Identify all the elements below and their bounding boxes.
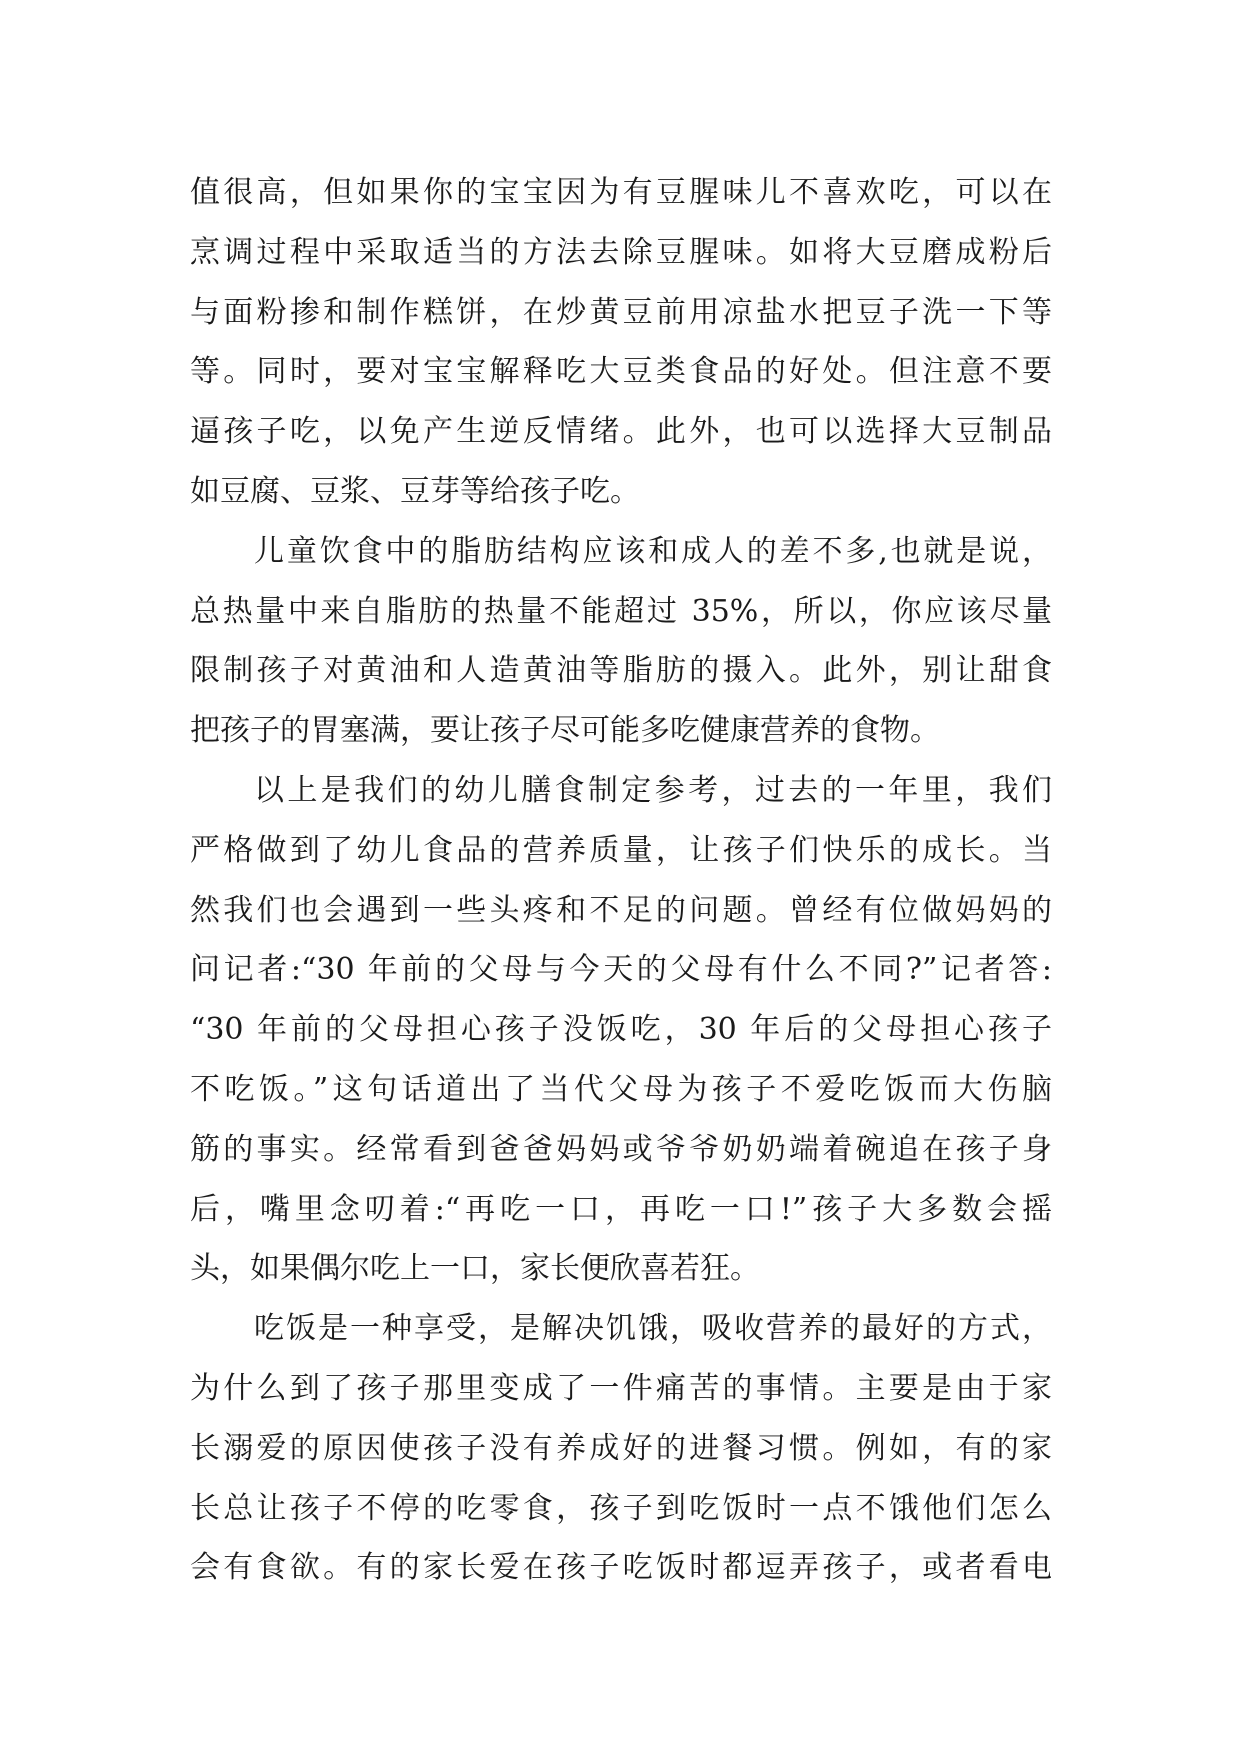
- text-line: 不吃饭。”这句话道出了当代父母为孩子不爱吃饭而大伤脑: [190, 1071, 1052, 1107]
- paragraph-soy: [190, 163, 1052, 522]
- text-line: 烹调过程中采取适当的方法去除豆腥味。如将大豆磨成粉后: [190, 234, 1052, 270]
- paragraph-summary: [190, 761, 1052, 1299]
- text-line: 会有食欲。有的家长爱在孩子吃饭时都逗弄孩子，或者看电: [190, 1550, 1052, 1586]
- text-line: “30 年前的父母担心孩子没饭吃，30 年后的父母担心孩子: [190, 1012, 1052, 1048]
- text-line: 值很高，但如果你的宝宝因为有豆腥味儿不喜欢吃，可以在: [190, 175, 1052, 210]
- text-line: 长溺爱的原因使孩子没有养成好的进餐习惯。例如，有的家: [190, 1430, 1052, 1466]
- text-line: 以上是我们的幼儿膳食制定参考，过去的一年里，我们: [254, 772, 1052, 808]
- text-line: 问记者:“30 年前的父母与今天的父母有什么不同?”记者答:: [190, 952, 1052, 988]
- paragraph-eating: [190, 1299, 1052, 1598]
- text-line: 等。同时，要对宝宝解释吃大豆类食品的好处。但注意不要: [190, 354, 1052, 390]
- text-line: 吃饭是一种享受，是解决饥饿，吸收营养的最好的方式，: [254, 1311, 1052, 1347]
- text-line: 然我们也会遇到一些头疼和不足的问题。曾经有位做妈妈的: [190, 892, 1052, 928]
- text-line: 长总让孩子不停的吃零食，孩子到吃饭时一点不饿他们怎么: [190, 1490, 1052, 1526]
- text-line: 限制孩子对黄油和人造黄油等脂肪的摄入。此外，别让甜食: [190, 653, 1052, 689]
- text-line: 严格做到了幼儿食品的营养质量，让孩子们快乐的成长。当: [190, 832, 1052, 868]
- text-line: 后，嘴里念叨着:“再吃一口，再吃一口!”孩子大多数会摇: [190, 1191, 1052, 1227]
- document-body: [190, 163, 1052, 1598]
- text-line: 与面粉掺和制作糕饼，在炒黄豆前用凉盐水把豆子洗一下等: [190, 294, 1052, 330]
- text-line: 把孩子的胃塞满，要让孩子尽可能多吃健康营养的食物。: [190, 713, 940, 749]
- text-line: 如豆腐、豆浆、豆芽等给孩子吃。: [190, 473, 640, 509]
- text-line: 筋的事实。经常看到爸爸妈妈或爷爷奶奶端着碗追在孩子身: [190, 1131, 1052, 1167]
- text-line: 总热量中来自脂肪的热量不能超过 35%，所以，你应该尽量: [190, 593, 1052, 629]
- text-line: 逼孩子吃，以免产生逆反情绪。此外，也可以选择大豆制品: [190, 414, 1052, 450]
- text-line: 为什么到了孩子那里变成了一件痛苦的事情。主要是由于家: [190, 1370, 1052, 1406]
- text-line: 头，如果偶尔吃上一口，家长便欣喜若狂。: [190, 1251, 760, 1287]
- paragraph-fat: [190, 522, 1052, 761]
- text-line: 儿童饮食中的脂肪结构应该和成人的差不多,也就是说，: [254, 533, 1052, 569]
